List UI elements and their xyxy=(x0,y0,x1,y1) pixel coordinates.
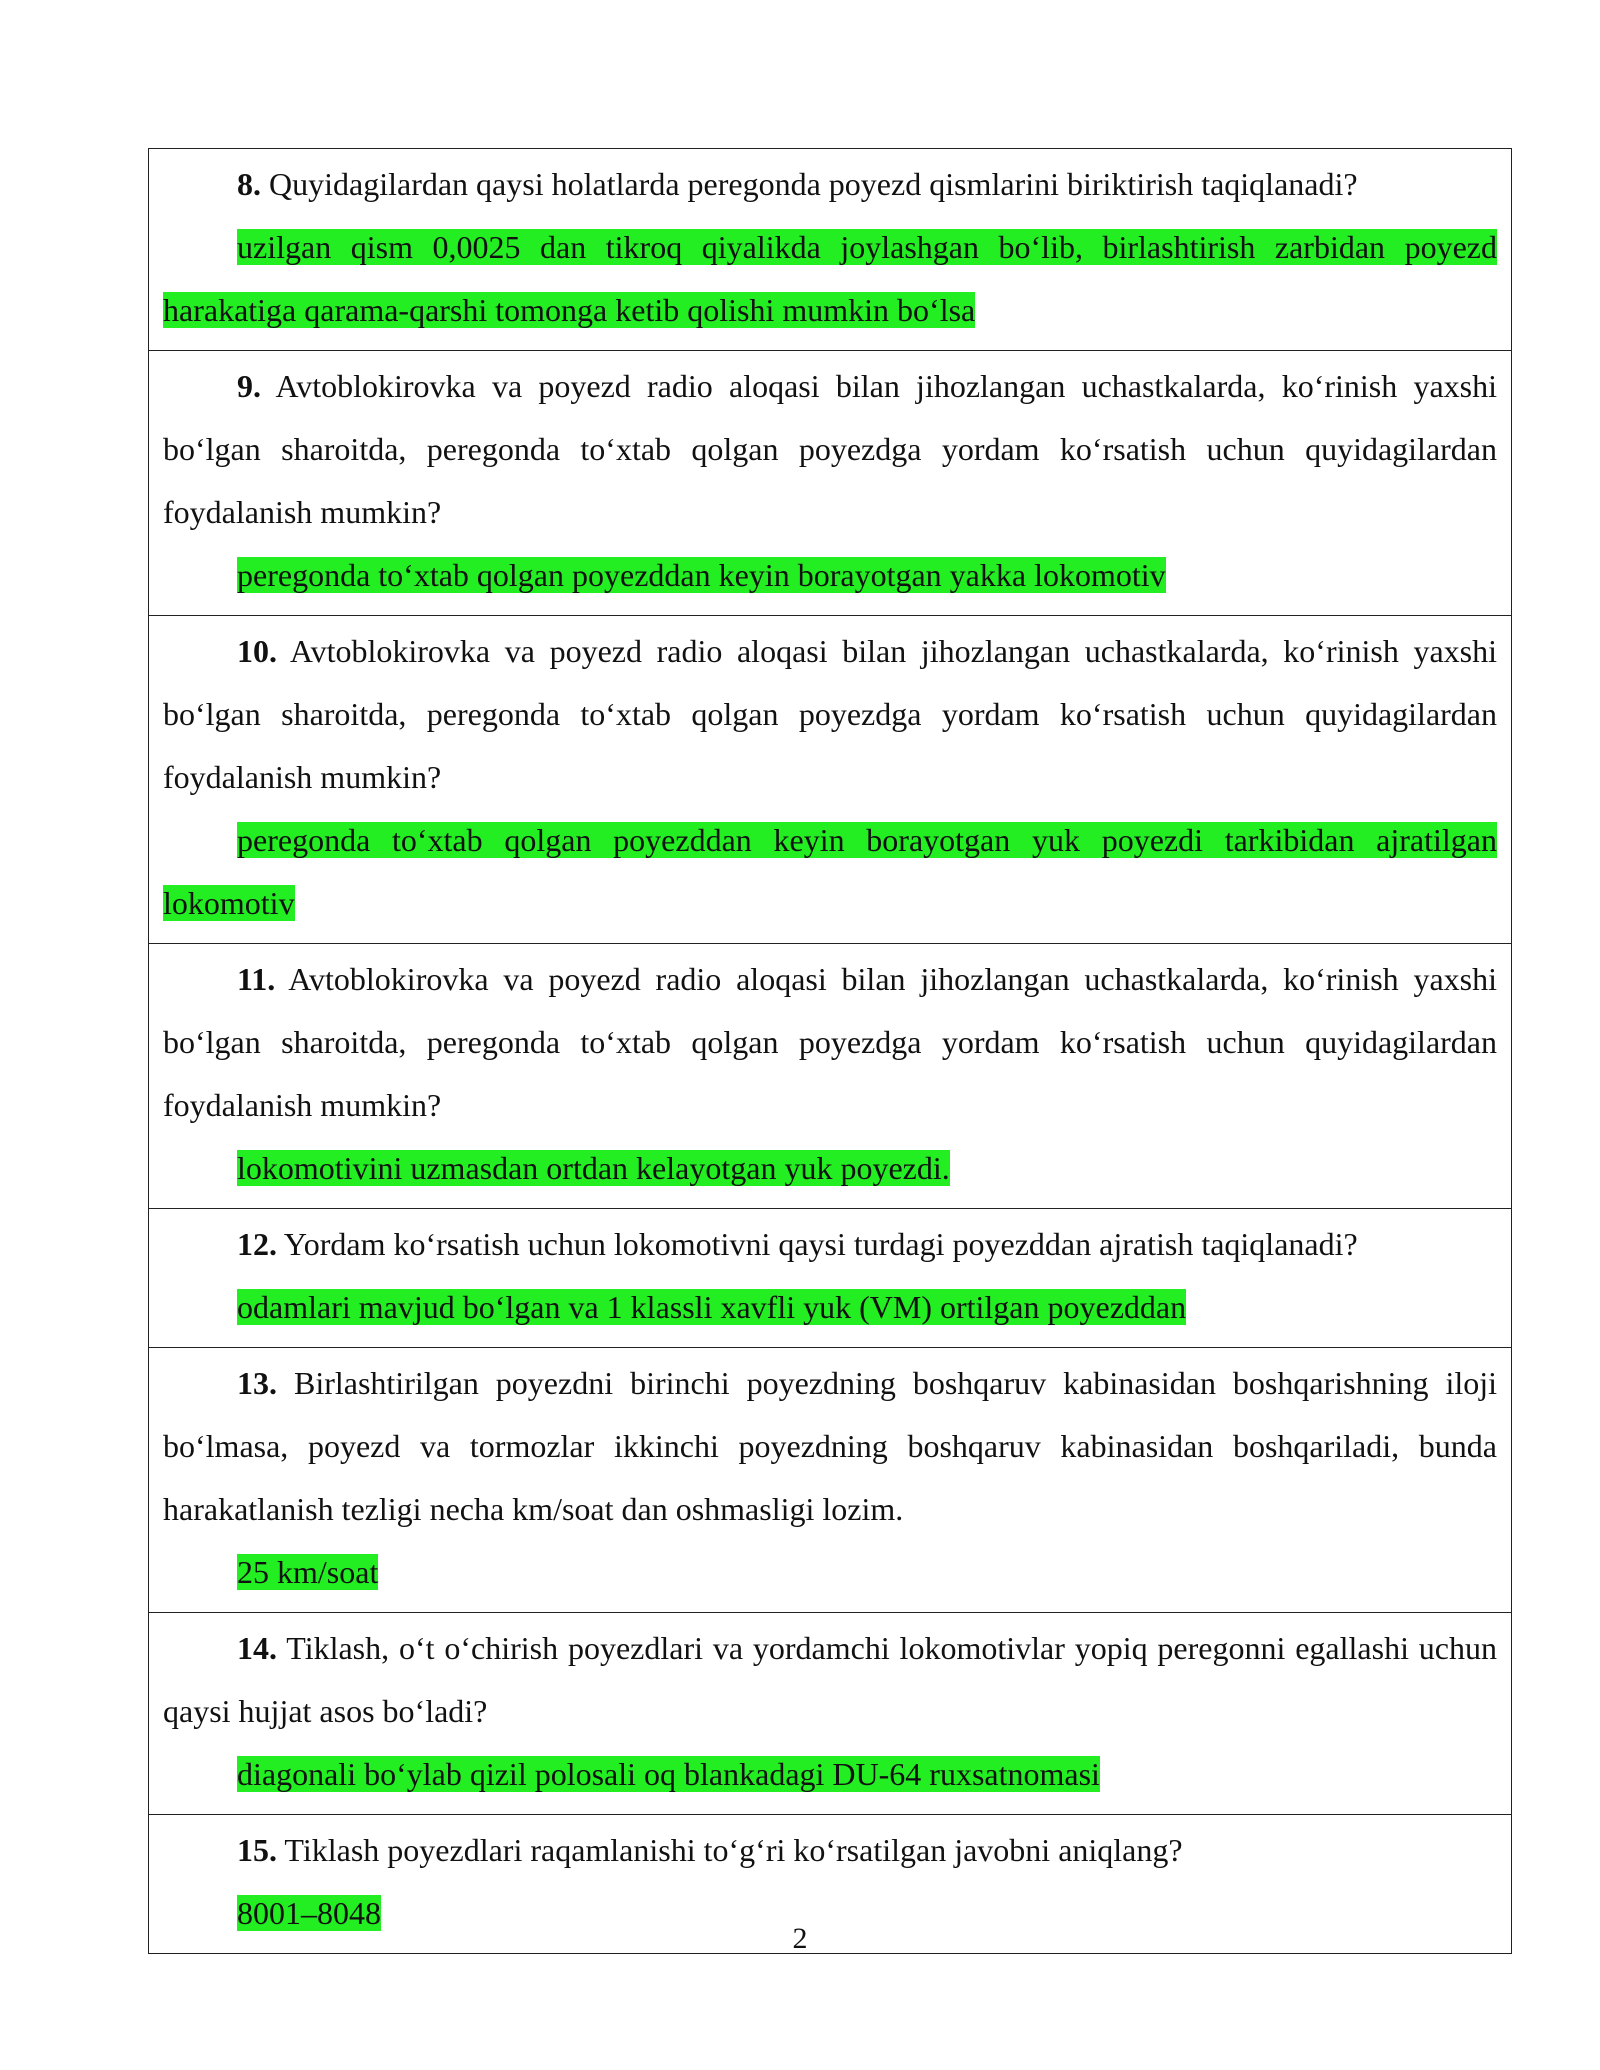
answer-text xyxy=(163,809,1497,935)
question-body: Yordam ko‘rsatish uchun lokomotivni qaysi turdagi poyezddan ajratish taqiqlanadi? xyxy=(283,1226,1358,1262)
question-text xyxy=(163,153,1497,216)
question-number: 9. xyxy=(237,368,261,404)
page-number: 2 xyxy=(792,1922,808,1955)
question-number: 10. xyxy=(237,633,277,669)
answer-text xyxy=(163,1276,1497,1339)
highlighted-answer: peregonda to‘xtab qolgan poyezddan keyin borayotgan yakka lokomotiv xyxy=(237,557,1166,593)
question-body: Avtoblokirovka va poyezd radio aloqasi bilan jihozlangan uchastkalarda, ko‘rinish yaxshi bo‘lgan sharoitda, peregonda to‘xtab qolgan poyezdga yordam ko‘rsatish uchun quyidagilardan foydalanish mumkin? xyxy=(163,633,1498,795)
questions-table xyxy=(148,148,1512,1954)
question-text xyxy=(163,948,1497,1137)
highlighted-answer: peregonda to‘xtab qolgan poyezddan keyin borayotgan yuk poyezdi tarkibidan ajratilgan lokomotiv xyxy=(163,822,1497,921)
question-block-10 xyxy=(149,615,1511,943)
question-block-8 xyxy=(149,149,1511,350)
answer-text xyxy=(163,216,1497,342)
question-text xyxy=(163,1352,1497,1541)
question-number: 13. xyxy=(237,1365,277,1401)
highlighted-answer: odamlari mavjud bo‘lgan va 1 klassli xavfli yuk (VM) ortilgan poyezddan xyxy=(237,1289,1187,1325)
question-number: 11. xyxy=(237,961,276,997)
highlighted-answer: uzilgan qism 0,0025 dan tikroq qiyalikda joylashgan bo‘lib, birlashtirish zarbidan poyezd harakatiga qarama-qarshi tomonga ketib qolishi mumkin bo‘lsa xyxy=(163,229,1497,328)
question-text xyxy=(163,355,1497,544)
highlighted-answer: 25 km/soat xyxy=(237,1554,379,1590)
answer-text xyxy=(163,1743,1497,1806)
question-body: Quyidagilardan qaysi holatlarda peregonda poyezd qismlarini biriktirish taqiqlanadi? xyxy=(269,166,1358,202)
question-body: Birlashtirilgan poyezdni birinchi poyezdning boshqaruv kabinasidan boshqarishning iloji bo‘lmasa, poyezd va tormozlar ikkinchi poyezdning boshqaruv kabinasidan boshqariladi, bunda harakatlanish tezligi necha km/soat dan oshmasligi lozim. xyxy=(163,1365,1497,1527)
answer-text xyxy=(163,1137,1497,1200)
question-number: 12. xyxy=(237,1226,277,1262)
highlighted-answer: diagonali bo‘ylab qizil polosali oq blankadagi DU-64 ruxsatnomasi xyxy=(237,1756,1100,1792)
answer-text xyxy=(163,544,1497,607)
question-body: Tiklash, o‘t o‘chirish poyezdlari va yordamchi lokomotivlar yopiq peregonni egallashi uchun qaysi hujjat asos bo‘ladi? xyxy=(163,1630,1498,1729)
question-text xyxy=(163,1617,1497,1743)
highlighted-answer: lokomotivini uzmasdan ortdan kelayotgan yuk poyezdi. xyxy=(237,1150,950,1186)
question-block-13 xyxy=(149,1347,1511,1612)
question-block-12 xyxy=(149,1208,1511,1347)
question-body: Avtoblokirovka va poyezd radio aloqasi bilan jihozlangan uchastkalarda, ko‘rinish yaxshi bo‘lgan sharoitda, peregonda to‘xtab qolgan poyezdga yordam ko‘rsatish uchun quyidagilardan foydalanish mumkin? xyxy=(163,368,1498,530)
question-text xyxy=(163,1819,1497,1882)
question-number: 8. xyxy=(237,166,261,202)
question-number: 14. xyxy=(237,1630,277,1666)
question-block-9 xyxy=(149,350,1511,615)
question-body: Avtoblokirovka va poyezd radio aloqasi bilan jihozlangan uchastkalarda, ko‘rinish yaxshi bo‘lgan sharoitda, peregonda to‘xtab qolgan poyezdga yordam ko‘rsatish uchun quyidagilardan foydalanish mumkin? xyxy=(163,961,1498,1123)
question-block-14 xyxy=(149,1612,1511,1814)
question-text xyxy=(163,620,1497,809)
answer-text xyxy=(163,1541,1497,1604)
question-text xyxy=(163,1213,1497,1276)
question-body: Tiklash poyezdlari raqamlanishi to‘g‘ri ko‘rsatilgan javobni aniqlang? xyxy=(284,1832,1183,1868)
question-block-11 xyxy=(149,943,1511,1208)
highlighted-answer: 8001–8048 xyxy=(237,1895,381,1931)
question-number: 15. xyxy=(237,1832,277,1868)
